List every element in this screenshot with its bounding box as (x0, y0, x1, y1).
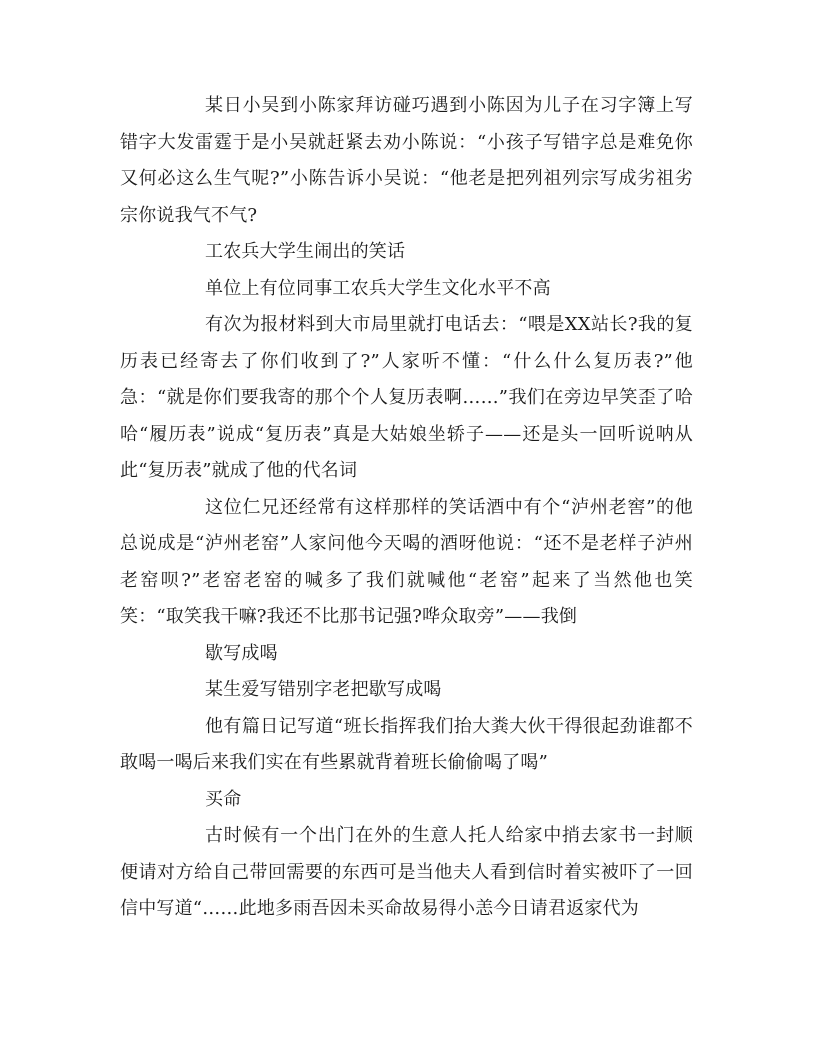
paragraph-liquor-joke: 这位仁兄还经常有这样那样的笑话酒中有个“泸州老窖”的他总说成是“泸州老窑”人家问他今天喝的酒呀他说：“还不是老样子泸州老窑呗?”老窑老窑的喊多了我们就喊他“老窑”起来了当然他也笑笑：“取笑我干嘛?我还不比那书记强?哗众取旁”——我倒 (120, 496, 693, 627)
heading-buy-life: 买命 (205, 788, 242, 810)
paragraph-colleague-intro: 单位上有位同事工农兵大学生文化水平不高 (205, 277, 551, 299)
paragraph-merchant-letter: 古时候有一个出门在外的生意人托人给家中捎去家书一封顺便请对方给自己带回需要的东西可是当他夫人看到信时着实被吓了一回信中写道“……此地多雨吾因未买命故易得小恙今日请君返家代为 (120, 825, 693, 919)
heading-worker-student-jokes: 工农兵大学生闹出的笑话 (205, 241, 406, 262)
document-page (120, 88, 693, 928)
paragraph-student-miswrites: 某生爱写错别字老把歇写成喝 (205, 679, 442, 700)
heading-rest-written-as-drink: 歇写成喝 (205, 642, 278, 664)
paragraph-resume-joke: 有次为报材料到大市局里就打电话去：“喂是XX站长?我的复历表已经寄去了你们收到了?”人家听不懂：“什么什么复历表?”他急：“就是你们要我寄的那个个人复历表啊……”我们在旁边早笑歪了哈哈“履历表”说成“复历表”真是大姑娘坐轿子——还是头一回听说呐从此“复历表”就成了他的代名词 (120, 314, 693, 481)
paragraph-diary-entry: 他有篇日记写道“班长指挥我们抬大粪大伙干得很起劲谁都不敢喝一喝后来我们实在有些累就背着班长偷偷喝了喝” (120, 715, 693, 773)
paragraph-story-wrong-characters: 某日小吴到小陈家拜访碰巧遇到小陈因为儿子在习字簿上写错字大发雷霆于是小吴就赶紧去劝小陈说：“小孩子写错字总是难免你又何必这么生气呢?”小陈告诉小吴说：“他老是把列祖列宗写成劣祖劣宗你说我气不气? (120, 95, 693, 226)
